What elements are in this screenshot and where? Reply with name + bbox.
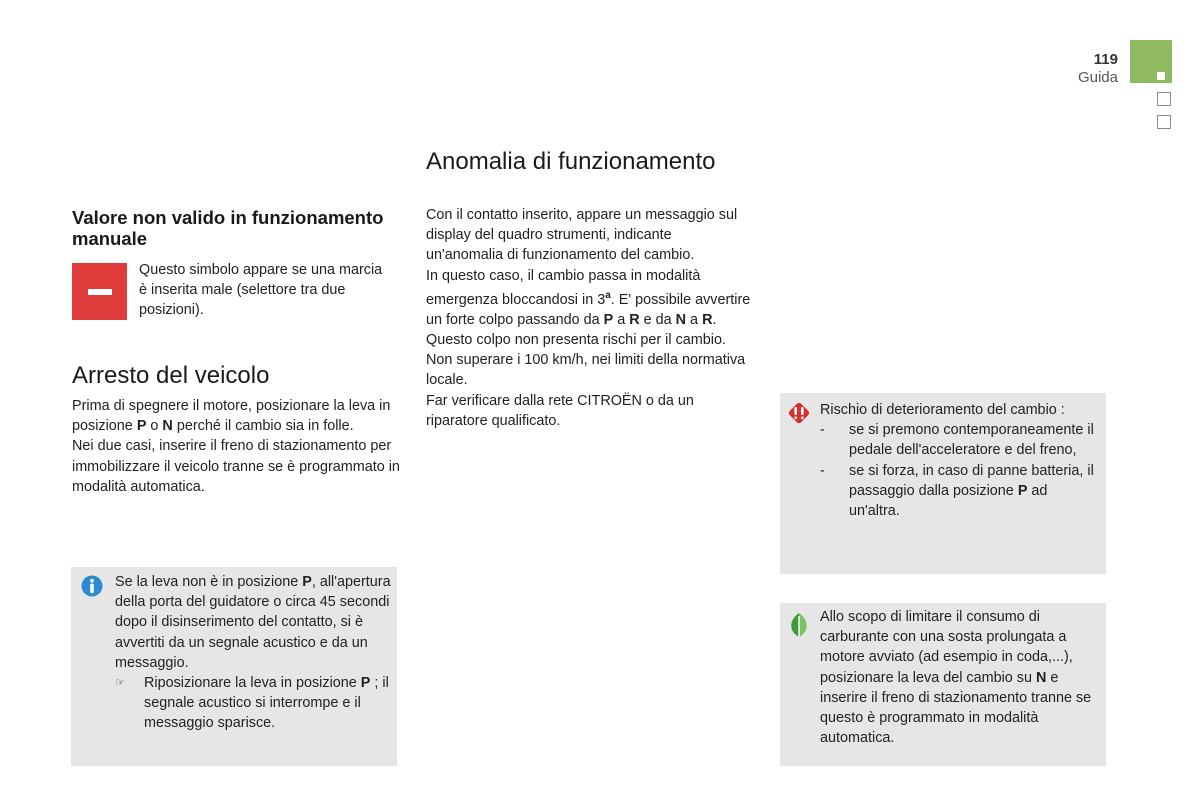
warning-icon [788, 402, 810, 424]
info-icon [81, 575, 103, 597]
heading-invalid-value: Valore non valido in funzionamento manuale [72, 207, 384, 249]
heading-anomaly: Anomalia di funzionamento [426, 148, 716, 175]
chapter-tab-marker [1157, 72, 1165, 80]
eco-note-text: Allo scopo di limitare il consumo di carburante con una sosta prolungata a motore avviato (ad esempio in coda,...), posizionare la leva del cambio su N e inserire il freno di stazionamento tranne se questo è programmato in modalità automatica. [820, 609, 1092, 747]
list-item: ☞ Riposizionare la leva in posizione P ; il segnale acustico si interrompe e il messaggio sparisce. [115, 673, 391, 734]
pointing-hand-icon: ☞ [115, 677, 125, 690]
heading-stop-vehicle: Arresto del veicolo [72, 362, 270, 389]
red-minus-icon [72, 263, 127, 320]
page-number: 119 [1093, 51, 1118, 68]
stop-vehicle-text: Prima di spegnere il motore, posizionare la leva in posizione P o N perché il cambio sia in folle. Nei due casi, inserire il freno di stazionamento per immobilizzare il veicolo tranne se è programmato in modalità automatica. [72, 398, 400, 495]
anomaly-text: Con il contatto inserito, appare un messaggio sul display del quadro strumenti, indicante un'anomalia di funzionamento del cambio. In questo caso, il cambio passa in modalità emergenza bloccandosi in 3$^a$. E' possibile avvertire un forte colpo passando da P a R e da N a R. Questo colpo non presenta rischi per il cambio. Non superare i 100 km/h, nei limiti della normativa locale. Far verificare dalla rete CITROËN o da un riparatore qualificato. [426, 207, 751, 429]
invalid-value-text: Questo simbolo appare se una marcia è inserita male (selettore tra due posizioni). [139, 262, 383, 319]
list-item: - se si premono contemporaneamente il pedale dell'acceleratore e del freno, [820, 422, 1094, 459]
section-name: Guida [1077, 69, 1118, 86]
eco-note-box [780, 603, 1106, 766]
info-note-text: Se la leva non è in posizione P, all'apertura della porta del guidatore o circa 45 secondi dopo il disinserimento del contatto, si è avvertiti da un segnale acustico e da un messaggio. ☞ Riposizionare la leva in posizione P ; il segnale acustico si interrompe e il messaggio sparisce. [115, 572, 391, 734]
warning-note-text [820, 400, 1102, 521]
info-note-box [71, 567, 397, 766]
chapter-tab-empty [1157, 115, 1171, 129]
warning-title: Rischio di deterioramento del cambio : [820, 402, 1065, 418]
chapter-tab-empty [1157, 92, 1171, 106]
chapter-tab-active [1130, 40, 1172, 83]
warning-note-box [780, 393, 1106, 574]
eco-leaf-icon [788, 612, 810, 638]
list-item: - se si forza, in caso di panne batteria, il passaggio dalla posizione P ad un'altra. [820, 462, 1094, 520]
